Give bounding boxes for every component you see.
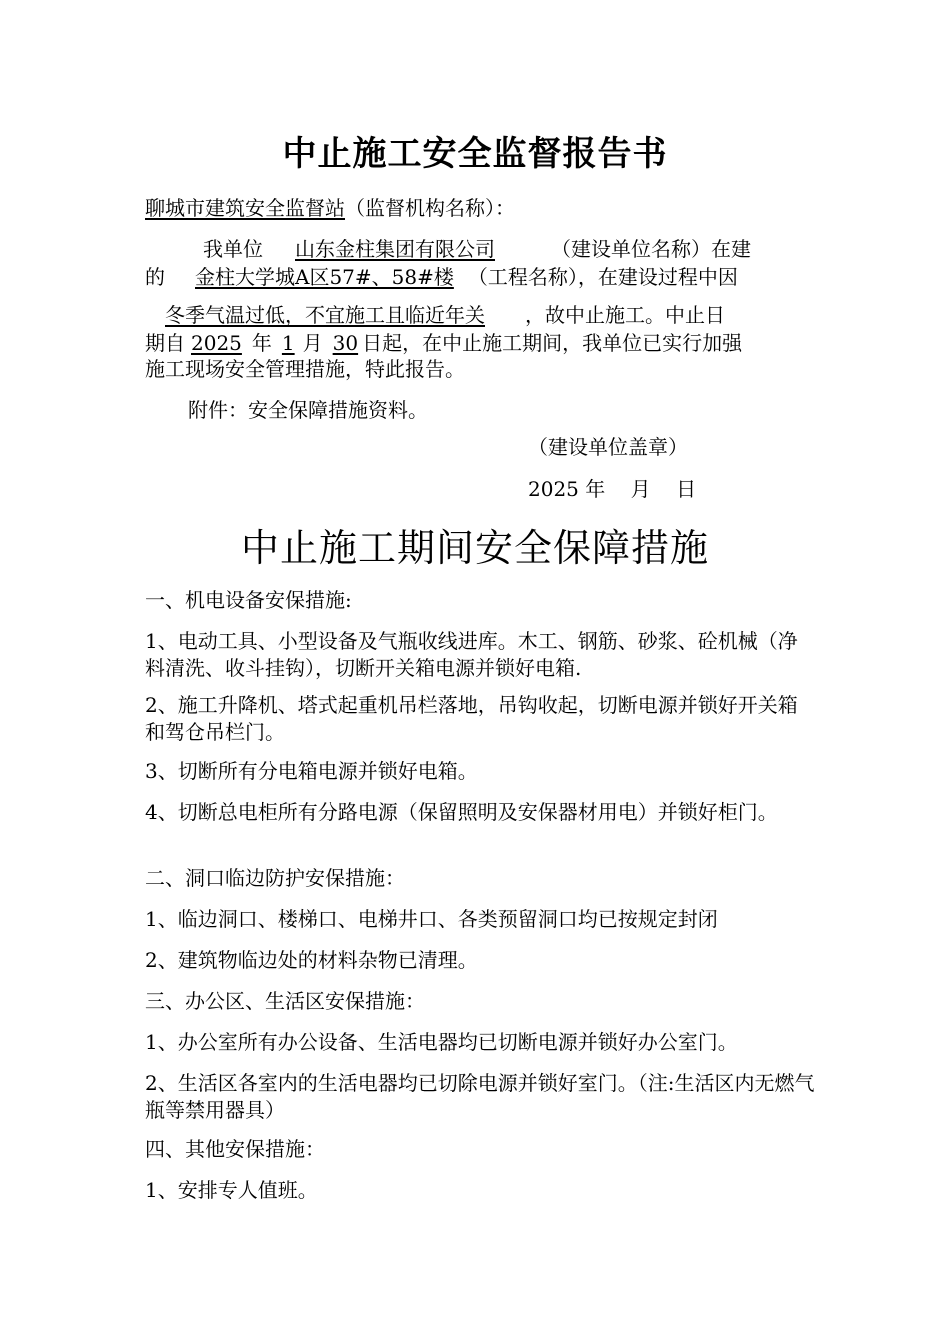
measure-item: 2、建筑物临边处的材料杂物已清理。 — [145, 948, 478, 972]
report-line-3 — [145, 300, 725, 330]
report-line-1 — [203, 234, 751, 264]
line2-suffix: （工程名称），在建设过程中因 — [467, 265, 738, 289]
line4-suffix: 日起，在中止施工期间，我单位已实行加强 — [362, 331, 743, 355]
section-heading: 二、洞口临边防护安保措施： — [145, 866, 405, 890]
project-name: 金柱大学城A区57#、58#楼 — [195, 265, 454, 289]
signature-date: 2025 年 月 日 — [528, 477, 697, 501]
report-line-5: 施工现场安全管理措施，特此报告。 — [145, 357, 465, 381]
date-year: 2025 — [191, 331, 242, 355]
line3-suffix: ，故中止施工。中止日 — [525, 303, 725, 327]
section-heading: 四、其他安保措施： — [145, 1137, 325, 1161]
report-line-2 — [145, 262, 738, 292]
date-month: 1 — [281, 331, 295, 355]
measure-item: 3、切断所有分电箱电源并锁好电箱。 — [145, 759, 478, 783]
measure-item: 1、临边洞口、楼梯口、电梯井口、各类预留洞口均已按规定封闭 — [145, 907, 718, 931]
measure-item: 2、施工升降机、塔式起重机吊栏落地，吊钩收起，切断电源并锁好开关箱和驾仓吊栏门。 — [145, 693, 798, 744]
line1-prefix: 我单位 — [203, 237, 263, 261]
report-title: 中止施工安全监督报告书 — [282, 134, 668, 174]
section-heading: 三、办公区、生活区安保措施： — [145, 989, 425, 1013]
measure-item: 1、电动工具、小型设备及气瓶收线进库。木工、钢筋、砂浆、砼机械（净料清洗、收斗挂钩），切断开关箱电源并锁好电箱. — [145, 629, 798, 680]
section-heading: 一、机电设备安保措施: — [145, 588, 352, 612]
seal-note: （建设单位盖章） — [528, 435, 688, 459]
suspension-reason: 冬季气温过低，不宜施工且临近年关 — [165, 303, 485, 327]
unit-name: 山东金柱集团有限公司 — [295, 237, 495, 261]
addressee-name: 聊城市建筑安全监督站 — [145, 196, 345, 220]
measure-item: 4、切断总电柜所有分路电源（保留照明及安保器材用电）并锁好柜门。 — [145, 800, 778, 824]
addressee-line — [145, 193, 515, 223]
measure-item: 1、办公室所有办公设备、生活电器均已切断电源并锁好办公室门。 — [145, 1030, 738, 1054]
year-unit: 年 — [251, 331, 272, 355]
addressee-note: （监督机构名称）： — [345, 196, 515, 220]
measure-item: 1、安排专人值班。 — [145, 1178, 318, 1202]
line2-prefix: 的 — [145, 265, 165, 289]
measure-item: 2、生活区各室内的生活电器均已切除电源并锁好室门。（注:生活区内无燃气瓶等禁用器具） — [145, 1071, 815, 1122]
measures-title: 中止施工期间安全保障措施 — [240, 526, 709, 570]
month-unit: 月 — [302, 331, 323, 355]
line4-prefix: 期自 — [145, 331, 185, 355]
attachment-note: 附件：安全保障措施资料。 — [188, 398, 428, 422]
date-day: 30 — [332, 331, 359, 355]
line1-suffix: （建设单位名称）在建 — [551, 237, 751, 261]
